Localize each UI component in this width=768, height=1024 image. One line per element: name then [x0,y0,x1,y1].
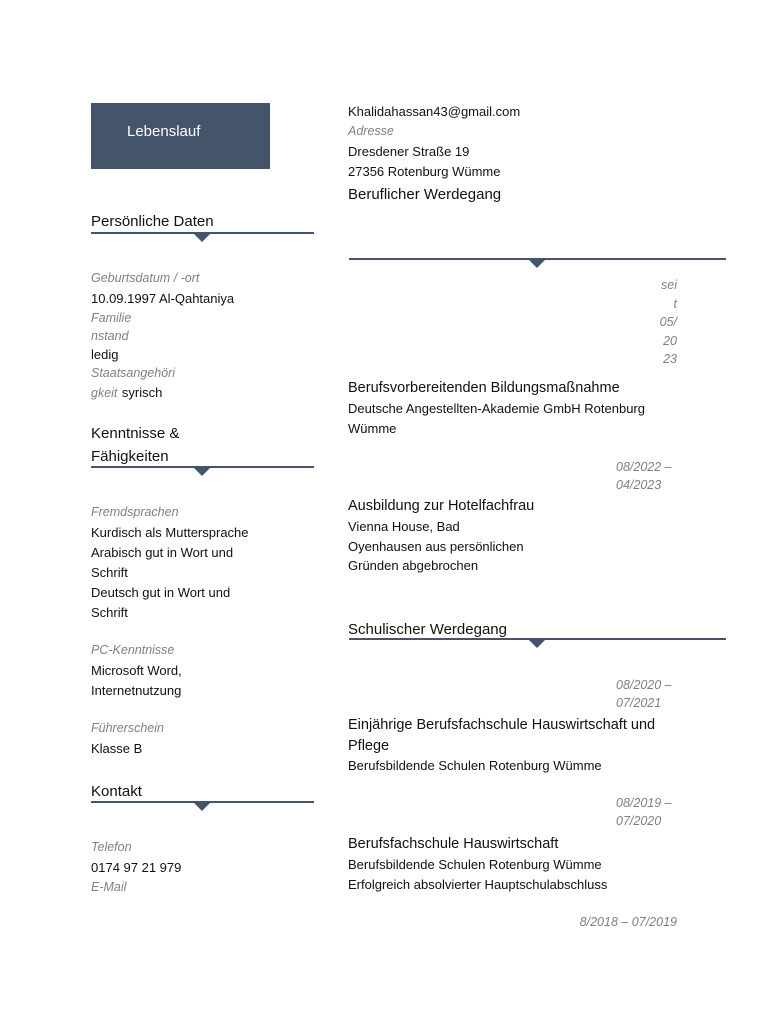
school1-line: Berufsbildende Schulen Rotenburg Wümme [348,758,602,773]
family-label-1: Familie [91,311,132,325]
career-heading: Beruflicher Werdegang [348,186,502,203]
school1-title: Einjährige Berufsfachschule Hauswirtschaft und [348,717,656,733]
date-line: t [673,296,677,311]
pc-line: Internetnutzung [91,683,182,698]
job1-title: Berufsvorbereitenden Bildungsmaßnahme [348,380,620,396]
personal-marker-icon [194,234,210,242]
birth-label: Geburtsdatum / -ort [91,271,200,285]
language-line: Schrift [91,605,128,620]
pc-label: PC-Kenntnisse [91,643,175,657]
phone-label: Telefon [91,840,132,854]
date-line: sei [661,278,677,292]
email-label: E-Mail [91,880,127,894]
birth-value: 10.09.1997 Al-Qahtaniya [91,291,235,306]
date-line: 08/2022 – [616,460,672,474]
date-line: 05/ [659,315,677,329]
date-line: 20 [663,333,677,348]
school2-line: Berufsbildende Schulen Rotenburg Wümme [348,857,602,872]
skills-heading-1: Kenntnisse & [91,425,180,442]
date-line: 8/2018 – 07/2019 [579,915,677,929]
school1-title: Pflege [348,738,390,754]
family-value: ledig [91,347,119,362]
school-heading: Schulischer Werdegang [348,621,507,638]
job2-line: Gründen abgebrochen [348,558,479,573]
license-value: Klasse B [91,741,143,756]
skills-heading-2: Fähigkeiten [91,448,169,465]
address-label: Adresse [348,124,394,138]
language-line: Arabisch gut in Wort und [91,545,234,560]
date-line: 08/2019 – [616,796,672,810]
career-marker-icon [529,260,545,268]
family-label-2: nstand [91,329,129,343]
language-line: Kurdisch als Muttersprache [91,525,249,540]
job2-title: Ausbildung zur Hotelfachfrau [348,498,535,514]
job2-line: Oyenhausen aus persönlichen [348,539,524,554]
nationality-label-2: gkeit [91,386,118,400]
job1-line: Wümme [348,421,397,436]
nationality-label-1: Staatsangehöri [91,366,176,380]
nationality-value: syrisch [121,385,163,400]
address-city: 27356 Rotenburg Wümme [348,164,501,179]
email-value[interactable]: Khalidahassan43@gmail.com [348,104,521,119]
school2-line: Erfolgreich absolvierter Hauptschulabschluss [348,877,608,892]
languages-label: Fremdsprachen [91,505,179,519]
date-line: 23 [663,352,677,366]
nationality-row [91,383,162,403]
date-line: 04/2023 [616,478,662,492]
language-line: Schrift [91,565,128,580]
license-label: Führerschein [91,721,164,735]
skills-marker-icon [194,468,210,476]
contact-marker-icon [194,803,210,811]
page-title: Lebenslauf [127,123,201,140]
pc-line: Microsoft Word, [91,663,182,678]
contact-heading: Kontakt [91,783,142,800]
school-marker-icon [529,640,545,648]
address-street: Dresdener Straße 19 [348,144,470,159]
date-line: 07/2020 [616,814,662,828]
job1-line: Deutsche Angestellten-Akademie GmbH Rotenburg [348,401,645,416]
job2-line: Vienna House, Bad [348,519,460,534]
date-line: 08/2020 – [616,678,672,692]
personal-heading: Persönliche Daten [91,213,214,230]
phone-value: 0174 97 21 979 [91,860,182,875]
school2-title: Berufsfachschule Hauswirtschaft [348,836,559,852]
language-line: Deutsch gut in Wort und [91,585,231,600]
title-box [91,103,270,169]
date-line: 07/2021 [616,696,662,710]
